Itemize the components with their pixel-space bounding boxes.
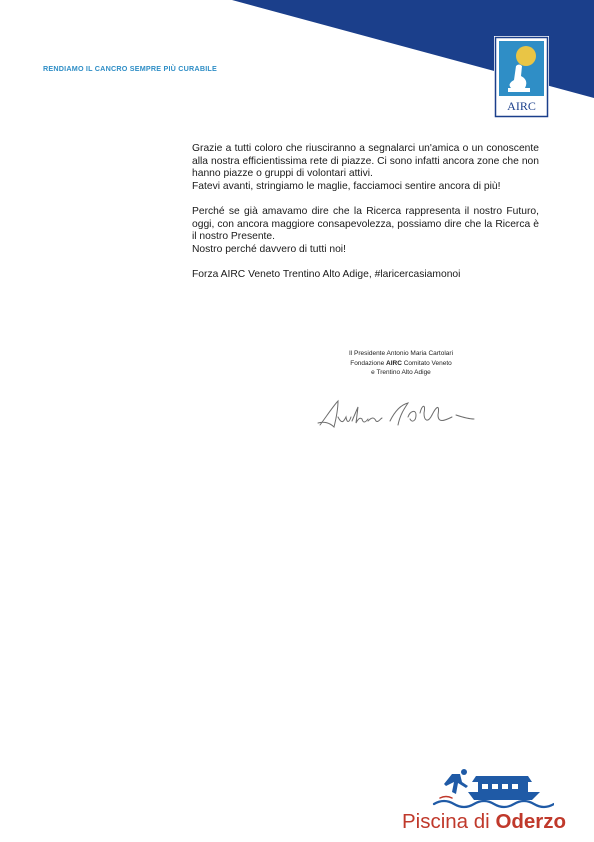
closing-line: Forza AIRC Veneto Trentino Alto Adige, #laricercasiamonoi xyxy=(192,268,461,280)
airc-logo xyxy=(494,36,549,118)
handwritten-signature xyxy=(312,395,482,440)
paragraph-2-last-line: Nostro perché davvero di tutti noi! xyxy=(192,243,346,255)
piscina-logo xyxy=(432,768,554,810)
paragraph-1-last-line: Fatevi avanti, stringiamo le maglie, facciamoci sentire ancora di più! xyxy=(192,180,501,192)
signature-block xyxy=(322,349,480,378)
tagline: RENDIAMO IL CANCRO SEMPRE PIÙ CURABILE xyxy=(43,64,217,73)
paragraph-1: Grazie a tutti coloro che riusciranno a segnalarci un'amica o un conoscente alla nostra efficientissima rete di piazze. Ci sono infatti ancora zone che non hanno piazze o gruppi di volontari attivi. xyxy=(192,143,539,180)
letter-body xyxy=(192,143,539,282)
signer-organization: Fondazione AIRC Comitato Veneto xyxy=(350,359,452,367)
signer-title: Il Presidente Antonio Maria Cartolari xyxy=(348,350,454,357)
signer-committee: e Trentino Alto Adige xyxy=(371,369,431,377)
piscina-brand: Piscina di Oderzo xyxy=(402,810,567,833)
svg-text:AIRC: AIRC xyxy=(507,99,536,113)
paragraph-2: Perché se già amavamo dire che la Ricerca rappresenta il nostro Futuro, oggi, con ancora maggiore consapevolezza, possiamo dire che la Ricerca è il nostro Presente. xyxy=(192,205,539,243)
